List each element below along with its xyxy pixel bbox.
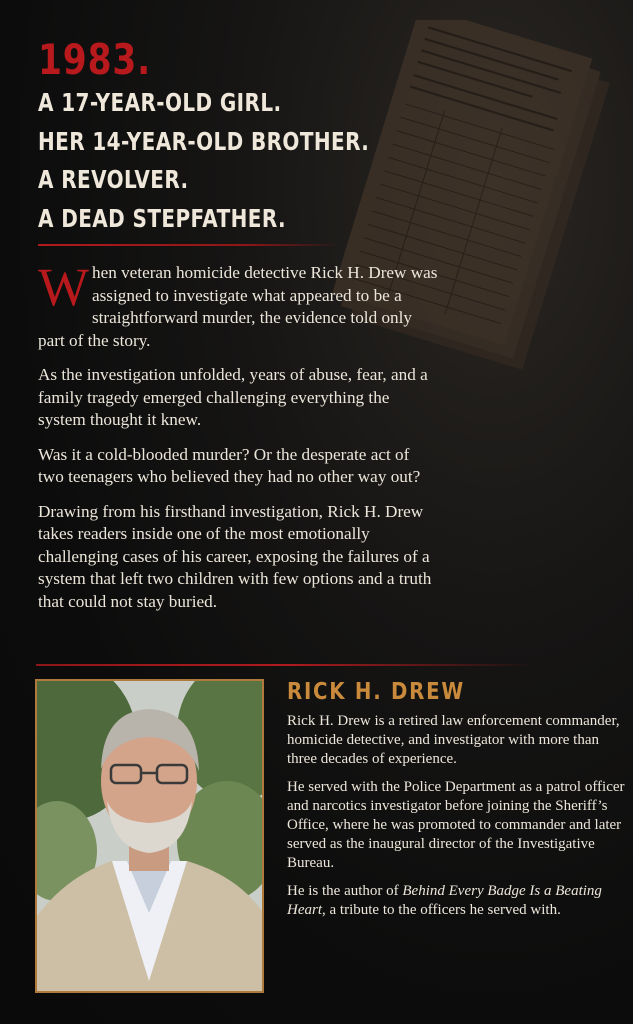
bio-paragraph-1: Rick H. Drew is a retired law enforcement commander, homicide detective, and investigator with more than three decades of experience. (287, 713, 620, 767)
headline-block (38, 36, 452, 238)
bio-p3-post: , a tribute to the officers he served with. (322, 902, 561, 919)
story-p1-text: hen veteran homicide detective Rick H. Drew was assigned to investigate what appeared to be a straightforward murder, the evidence told only part of the story. (38, 263, 438, 350)
portrait-icon (37, 681, 262, 991)
story-paragraph-4: Drawing from his firsthand investigation, Rick H. Drew takes readers inside one of the most emotionally challenging cases of his career, exposing the failures of a system that left two children with few options and a truth that could not stay buried. (38, 501, 432, 611)
story-text (38, 257, 438, 625)
headline-line: A REVOLVER. (38, 165, 189, 194)
story-paragraph-2: As the investigation unfolded, years of abuse, fear, and a family tragedy emerged challenging everything the system thought it knew. (38, 365, 428, 429)
headline-line: HER 14-YEAR-OLD BROTHER. (38, 126, 370, 156)
divider-top (38, 244, 338, 246)
bio-p3-pre: He is the author of (287, 883, 403, 900)
author-bio (287, 712, 627, 930)
drop-cap: W (38, 257, 89, 317)
bio-paragraph-3 (287, 882, 627, 920)
book-title: Behind Every Badge Is a Beating Heart (287, 883, 602, 919)
author-name: RICK H. DREW (287, 679, 465, 705)
bio-paragraph-2: He served with the Police Department as a patrol officer and narcotics investigator before joining the Sheriff’s Office, where he was promoted to commander and later served as the inaugural director of the Investigative Bureau. (287, 779, 625, 871)
headline-line: A DEAD STEPFATHER. (38, 203, 287, 233)
story-paragraph-1 (38, 257, 438, 352)
story-paragraph-3: Was it a cold-blooded murder? Or the desperate act of two teenagers who believed they had no other way out? (38, 444, 421, 486)
divider-middle (36, 664, 536, 666)
author-portrait (35, 679, 264, 993)
headline-line: A 17-YEAR-OLD GIRL. (38, 88, 282, 117)
headline-year: 1983. (38, 35, 152, 84)
